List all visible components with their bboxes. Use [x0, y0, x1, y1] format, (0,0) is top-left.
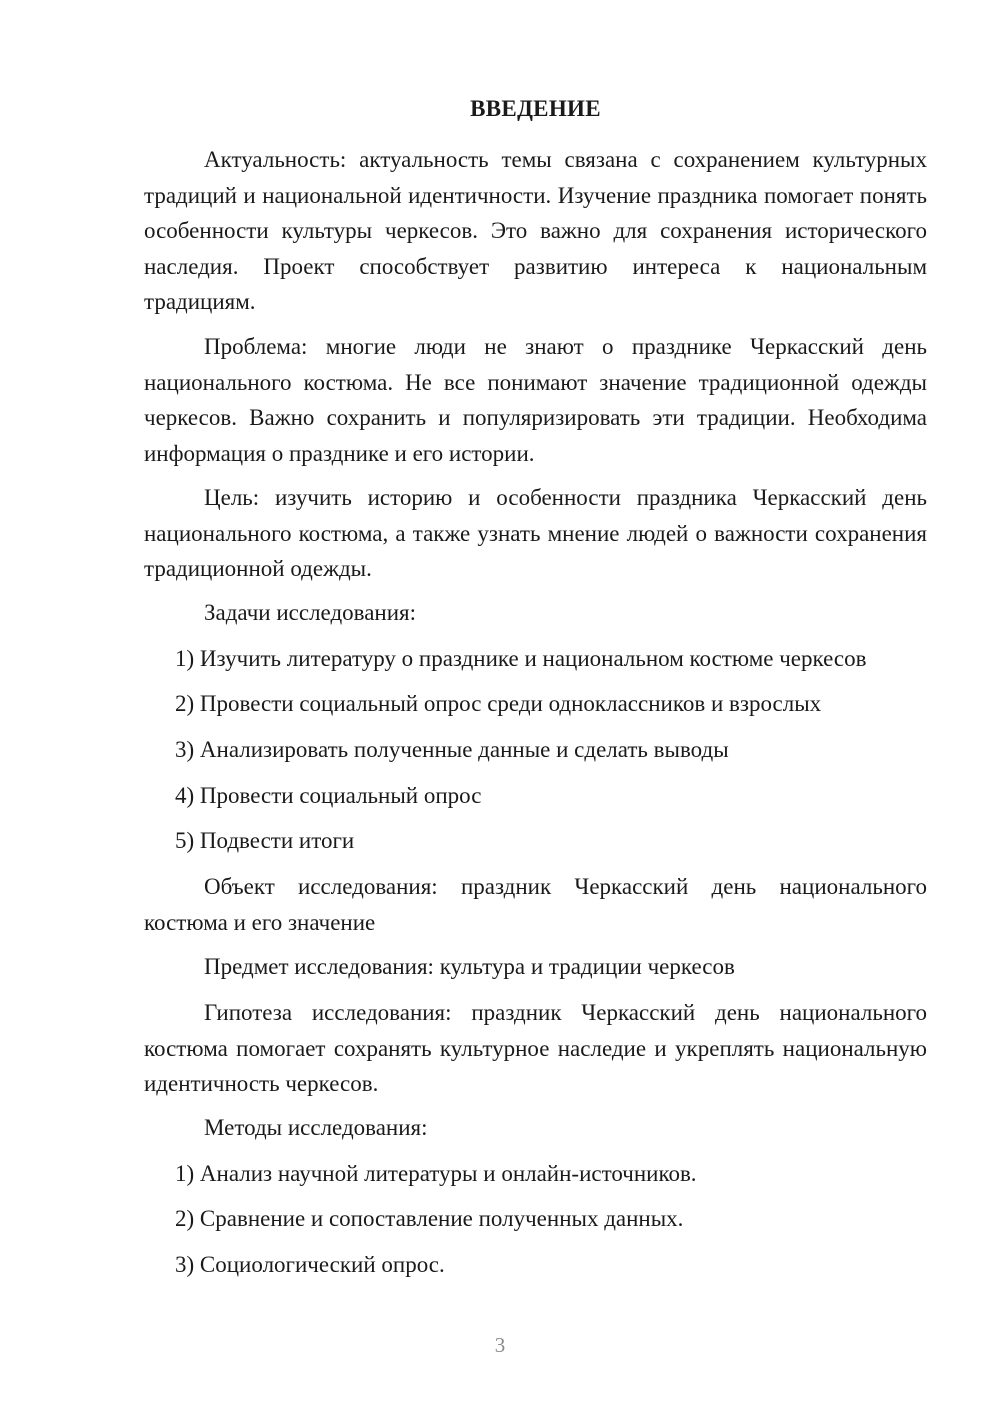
object-section — [144, 869, 927, 940]
method-item: 2) Сравнение и сопоставление полученных данных. — [175, 1206, 684, 1231]
problem-section — [144, 329, 927, 471]
page-number: 3 — [494, 1333, 506, 1357]
tasks-heading-block — [144, 595, 927, 631]
subject-paragraph: Предмет исследования: культура и традиции черкесов — [204, 954, 735, 979]
object-paragraph: Объект исследования: праздник Черкасский день национального костюма и его значение — [144, 874, 927, 935]
method-item: 3) Социологический опрос. — [175, 1252, 445, 1277]
task-item: 2) Провести социальный опрос среди одноклассников и взрослых — [175, 691, 822, 716]
task-item: 1) Изучить литературу о празднике и национальном костюме черкесов — [175, 646, 867, 671]
relevance-section — [144, 142, 927, 320]
subject-section — [144, 949, 927, 985]
methods-heading: Методы исследования: — [204, 1115, 428, 1140]
goal-paragraph: Цель: изучить историю и особенности праздника Черкасский день национального костюма, а также узнать мнение людей о важности сохранения традиционной одежды. — [144, 485, 927, 581]
problem-paragraph: Проблема: многие люди не знают о празднике Черкасский день национального костюма. Не все понимают значение традиционной одежды черкесов. Важно сохранить и популяризировать эти традиции. Необходима информация о празднике и его истории. — [144, 334, 927, 466]
relevance-paragraph: Актуальность: актуальность темы связана с сохранением культурных традиций и национальной идентичности. Изучение праздника помогает понять особенности культуры черкесов. Это важно для сохранения исторического наследия. Проект способствует развитию интереса к национальным традициям. — [144, 147, 927, 314]
task-item: 4) Провести социальный опрос — [175, 783, 482, 808]
hypothesis-section — [144, 995, 927, 1102]
page-title: ВВЕДЕНИЕ — [470, 96, 601, 121]
method-item: 1) Анализ научной литературы и онлайн-источников. — [175, 1161, 697, 1186]
tasks-heading: Задачи исследования: — [204, 600, 417, 625]
task-item: 3) Анализировать полученные данные и сделать выводы — [175, 737, 729, 762]
methods-heading-block — [144, 1110, 927, 1146]
hypothesis-paragraph: Гипотеза исследования: праздник Черкасский день национального костюма помогает сохранять культурное наследие и укреплять национальную идентичность черкесов. — [144, 1000, 927, 1096]
task-item: 5) Подвести итоги — [175, 828, 355, 853]
goal-section — [144, 480, 927, 587]
